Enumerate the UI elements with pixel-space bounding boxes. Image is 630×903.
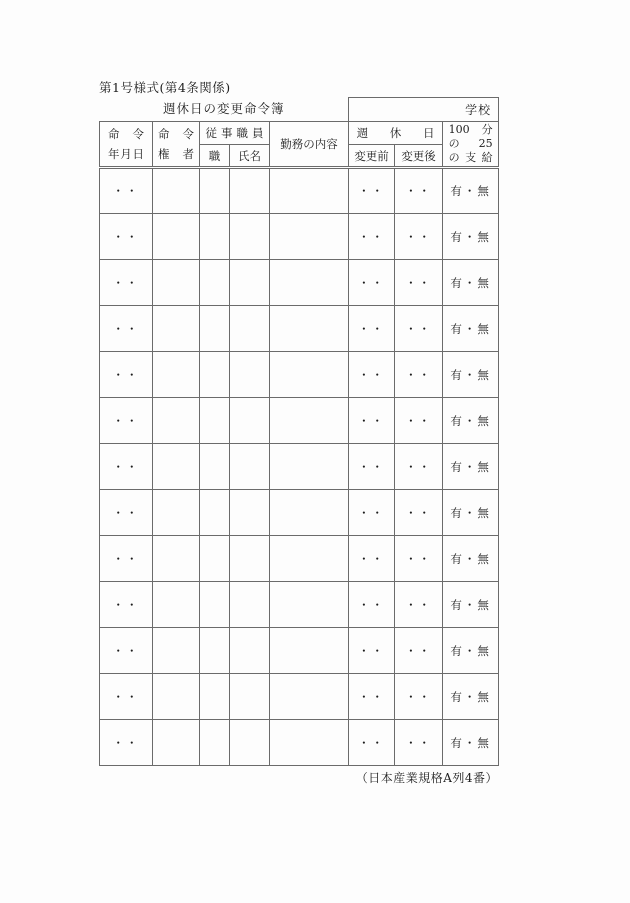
header-order-date-line1: 命令 xyxy=(108,127,144,141)
before-change-cell: ・・ xyxy=(349,536,395,582)
before-change-cell: ・・ xyxy=(349,168,395,214)
header-name: 氏名 xyxy=(230,145,270,168)
after-change-cell: ・・ xyxy=(395,260,443,306)
order-date-cell: ・・ xyxy=(100,352,153,398)
work-content-cell xyxy=(270,674,349,720)
after-change-cell: ・・ xyxy=(395,306,443,352)
order-authority-cell xyxy=(153,720,200,766)
name-cell xyxy=(230,536,270,582)
order-date-cell: ・・ xyxy=(100,260,153,306)
order-date-cell: ・・ xyxy=(100,628,153,674)
header-weekly-holiday xyxy=(349,122,443,145)
position-cell xyxy=(200,582,230,628)
table-row xyxy=(100,582,499,628)
header-before-change: 変更前 xyxy=(349,145,395,168)
table-row xyxy=(100,214,499,260)
table-row xyxy=(100,398,499,444)
school-label: 学校 xyxy=(349,98,499,122)
after-change-cell: ・・ xyxy=(395,490,443,536)
payment-cell: 有・無 xyxy=(443,582,499,628)
position-cell xyxy=(200,674,230,720)
header-engaged-staff-label: 従事職員 xyxy=(205,126,264,140)
header-payment-line1: 100分 xyxy=(448,123,493,136)
payment-cell: 有・無 xyxy=(443,306,499,352)
before-change-cell: ・・ xyxy=(349,582,395,628)
payment-cell: 有・無 xyxy=(443,398,499,444)
position-cell xyxy=(200,214,230,260)
payment-cell: 有・無 xyxy=(443,536,499,582)
header-payment-line2: の25 xyxy=(448,137,493,150)
work-content-cell xyxy=(270,490,349,536)
position-cell xyxy=(200,444,230,490)
order-date-cell: ・・ xyxy=(100,168,153,214)
position-cell xyxy=(200,720,230,766)
order-authority-cell xyxy=(153,306,200,352)
name-cell xyxy=(230,352,270,398)
name-cell xyxy=(230,214,270,260)
order-date-cell: ・・ xyxy=(100,674,153,720)
order-date-cell: ・・ xyxy=(100,720,153,766)
after-change-cell: ・・ xyxy=(395,168,443,214)
before-change-cell: ・・ xyxy=(349,398,395,444)
header-order-date xyxy=(100,122,153,168)
header-after-change: 変更後 xyxy=(395,145,443,168)
work-content-cell xyxy=(270,536,349,582)
payment-cell: 有・無 xyxy=(443,674,499,720)
payment-cell: 有・無 xyxy=(443,444,499,490)
table-row xyxy=(100,168,499,214)
payment-cell: 有・無 xyxy=(443,260,499,306)
position-cell xyxy=(200,260,230,306)
work-content-cell xyxy=(270,168,349,214)
table-title: 週休日の変更命令簿 xyxy=(163,101,285,117)
payment-cell: 有・無 xyxy=(443,352,499,398)
header-engaged-staff xyxy=(200,122,270,145)
header-work-content: 勤務の内容 xyxy=(270,122,349,168)
table-row xyxy=(100,306,499,352)
payment-cell: 有・無 xyxy=(443,720,499,766)
order-date-cell: ・・ xyxy=(100,444,153,490)
header-payment-line3: の支給 xyxy=(448,151,493,164)
holiday-change-order-table xyxy=(99,97,499,766)
header-order-authority-line2: 権者 xyxy=(158,147,194,161)
header-order-date-line2: 年月日 xyxy=(108,147,144,161)
after-change-cell: ・・ xyxy=(395,536,443,582)
order-authority-cell xyxy=(153,490,200,536)
table-row xyxy=(100,260,499,306)
document-page xyxy=(99,78,499,786)
position-cell xyxy=(200,306,230,352)
position-cell xyxy=(200,628,230,674)
work-content-cell xyxy=(270,720,349,766)
header-payment xyxy=(443,122,499,168)
table-row xyxy=(100,674,499,720)
paper-size-note: （日本産業規格A列4番） xyxy=(355,771,498,785)
position-cell xyxy=(200,352,230,398)
before-change-cell: ・・ xyxy=(349,306,395,352)
order-authority-cell xyxy=(153,444,200,490)
payment-cell: 有・無 xyxy=(443,628,499,674)
header-weekly-holiday-label: 週休日 xyxy=(356,126,435,140)
work-content-cell xyxy=(270,398,349,444)
work-content-cell xyxy=(270,260,349,306)
after-change-cell: ・・ xyxy=(395,352,443,398)
after-change-cell: ・・ xyxy=(395,444,443,490)
header-order-authority-line1: 命令 xyxy=(158,127,194,141)
after-change-cell: ・・ xyxy=(395,214,443,260)
name-cell xyxy=(230,490,270,536)
payment-cell: 有・無 xyxy=(443,214,499,260)
order-date-cell: ・・ xyxy=(100,582,153,628)
before-change-cell: ・・ xyxy=(349,260,395,306)
work-content-cell xyxy=(270,214,349,260)
before-change-cell: ・・ xyxy=(349,444,395,490)
payment-cell: 有・無 xyxy=(443,490,499,536)
position-cell xyxy=(200,168,230,214)
order-date-cell: ・・ xyxy=(100,306,153,352)
position-cell xyxy=(200,536,230,582)
before-change-cell: ・・ xyxy=(349,628,395,674)
name-cell xyxy=(230,398,270,444)
payment-cell: 有・無 xyxy=(443,168,499,214)
name-cell xyxy=(230,306,270,352)
order-authority-cell xyxy=(153,168,200,214)
order-date-cell: ・・ xyxy=(100,214,153,260)
caption-row xyxy=(100,98,499,122)
order-authority-cell xyxy=(153,582,200,628)
header-position: 職 xyxy=(200,145,230,168)
order-authority-cell xyxy=(153,352,200,398)
order-authority-cell xyxy=(153,398,200,444)
order-date-cell: ・・ xyxy=(100,536,153,582)
work-content-cell xyxy=(270,352,349,398)
work-content-cell xyxy=(270,582,349,628)
table-row xyxy=(100,352,499,398)
after-change-cell: ・・ xyxy=(395,674,443,720)
work-content-cell xyxy=(270,444,349,490)
table-row xyxy=(100,628,499,674)
order-authority-cell xyxy=(153,674,200,720)
before-change-cell: ・・ xyxy=(349,352,395,398)
name-cell xyxy=(230,674,270,720)
table-row xyxy=(100,490,499,536)
order-authority-cell xyxy=(153,536,200,582)
name-cell xyxy=(230,168,270,214)
before-change-cell: ・・ xyxy=(349,490,395,536)
after-change-cell: ・・ xyxy=(395,720,443,766)
after-change-cell: ・・ xyxy=(395,628,443,674)
form-number-label: 第1号様式(第4条関係) xyxy=(99,80,231,95)
work-content-cell xyxy=(270,306,349,352)
position-cell xyxy=(200,490,230,536)
before-change-cell: ・・ xyxy=(349,214,395,260)
name-cell xyxy=(230,444,270,490)
order-authority-cell xyxy=(153,628,200,674)
order-date-cell: ・・ xyxy=(100,490,153,536)
header-order-authority xyxy=(153,122,200,168)
order-authority-cell xyxy=(153,214,200,260)
name-cell xyxy=(230,260,270,306)
after-change-cell: ・・ xyxy=(395,398,443,444)
name-cell xyxy=(230,628,270,674)
name-cell xyxy=(230,720,270,766)
work-content-cell xyxy=(270,628,349,674)
after-change-cell: ・・ xyxy=(395,582,443,628)
header-row-top xyxy=(100,122,499,145)
name-cell xyxy=(230,582,270,628)
table-row xyxy=(100,720,499,766)
order-authority-cell xyxy=(153,260,200,306)
before-change-cell: ・・ xyxy=(349,674,395,720)
order-date-cell: ・・ xyxy=(100,398,153,444)
before-change-cell: ・・ xyxy=(349,720,395,766)
position-cell xyxy=(200,398,230,444)
table-row xyxy=(100,536,499,582)
table-row xyxy=(100,444,499,490)
